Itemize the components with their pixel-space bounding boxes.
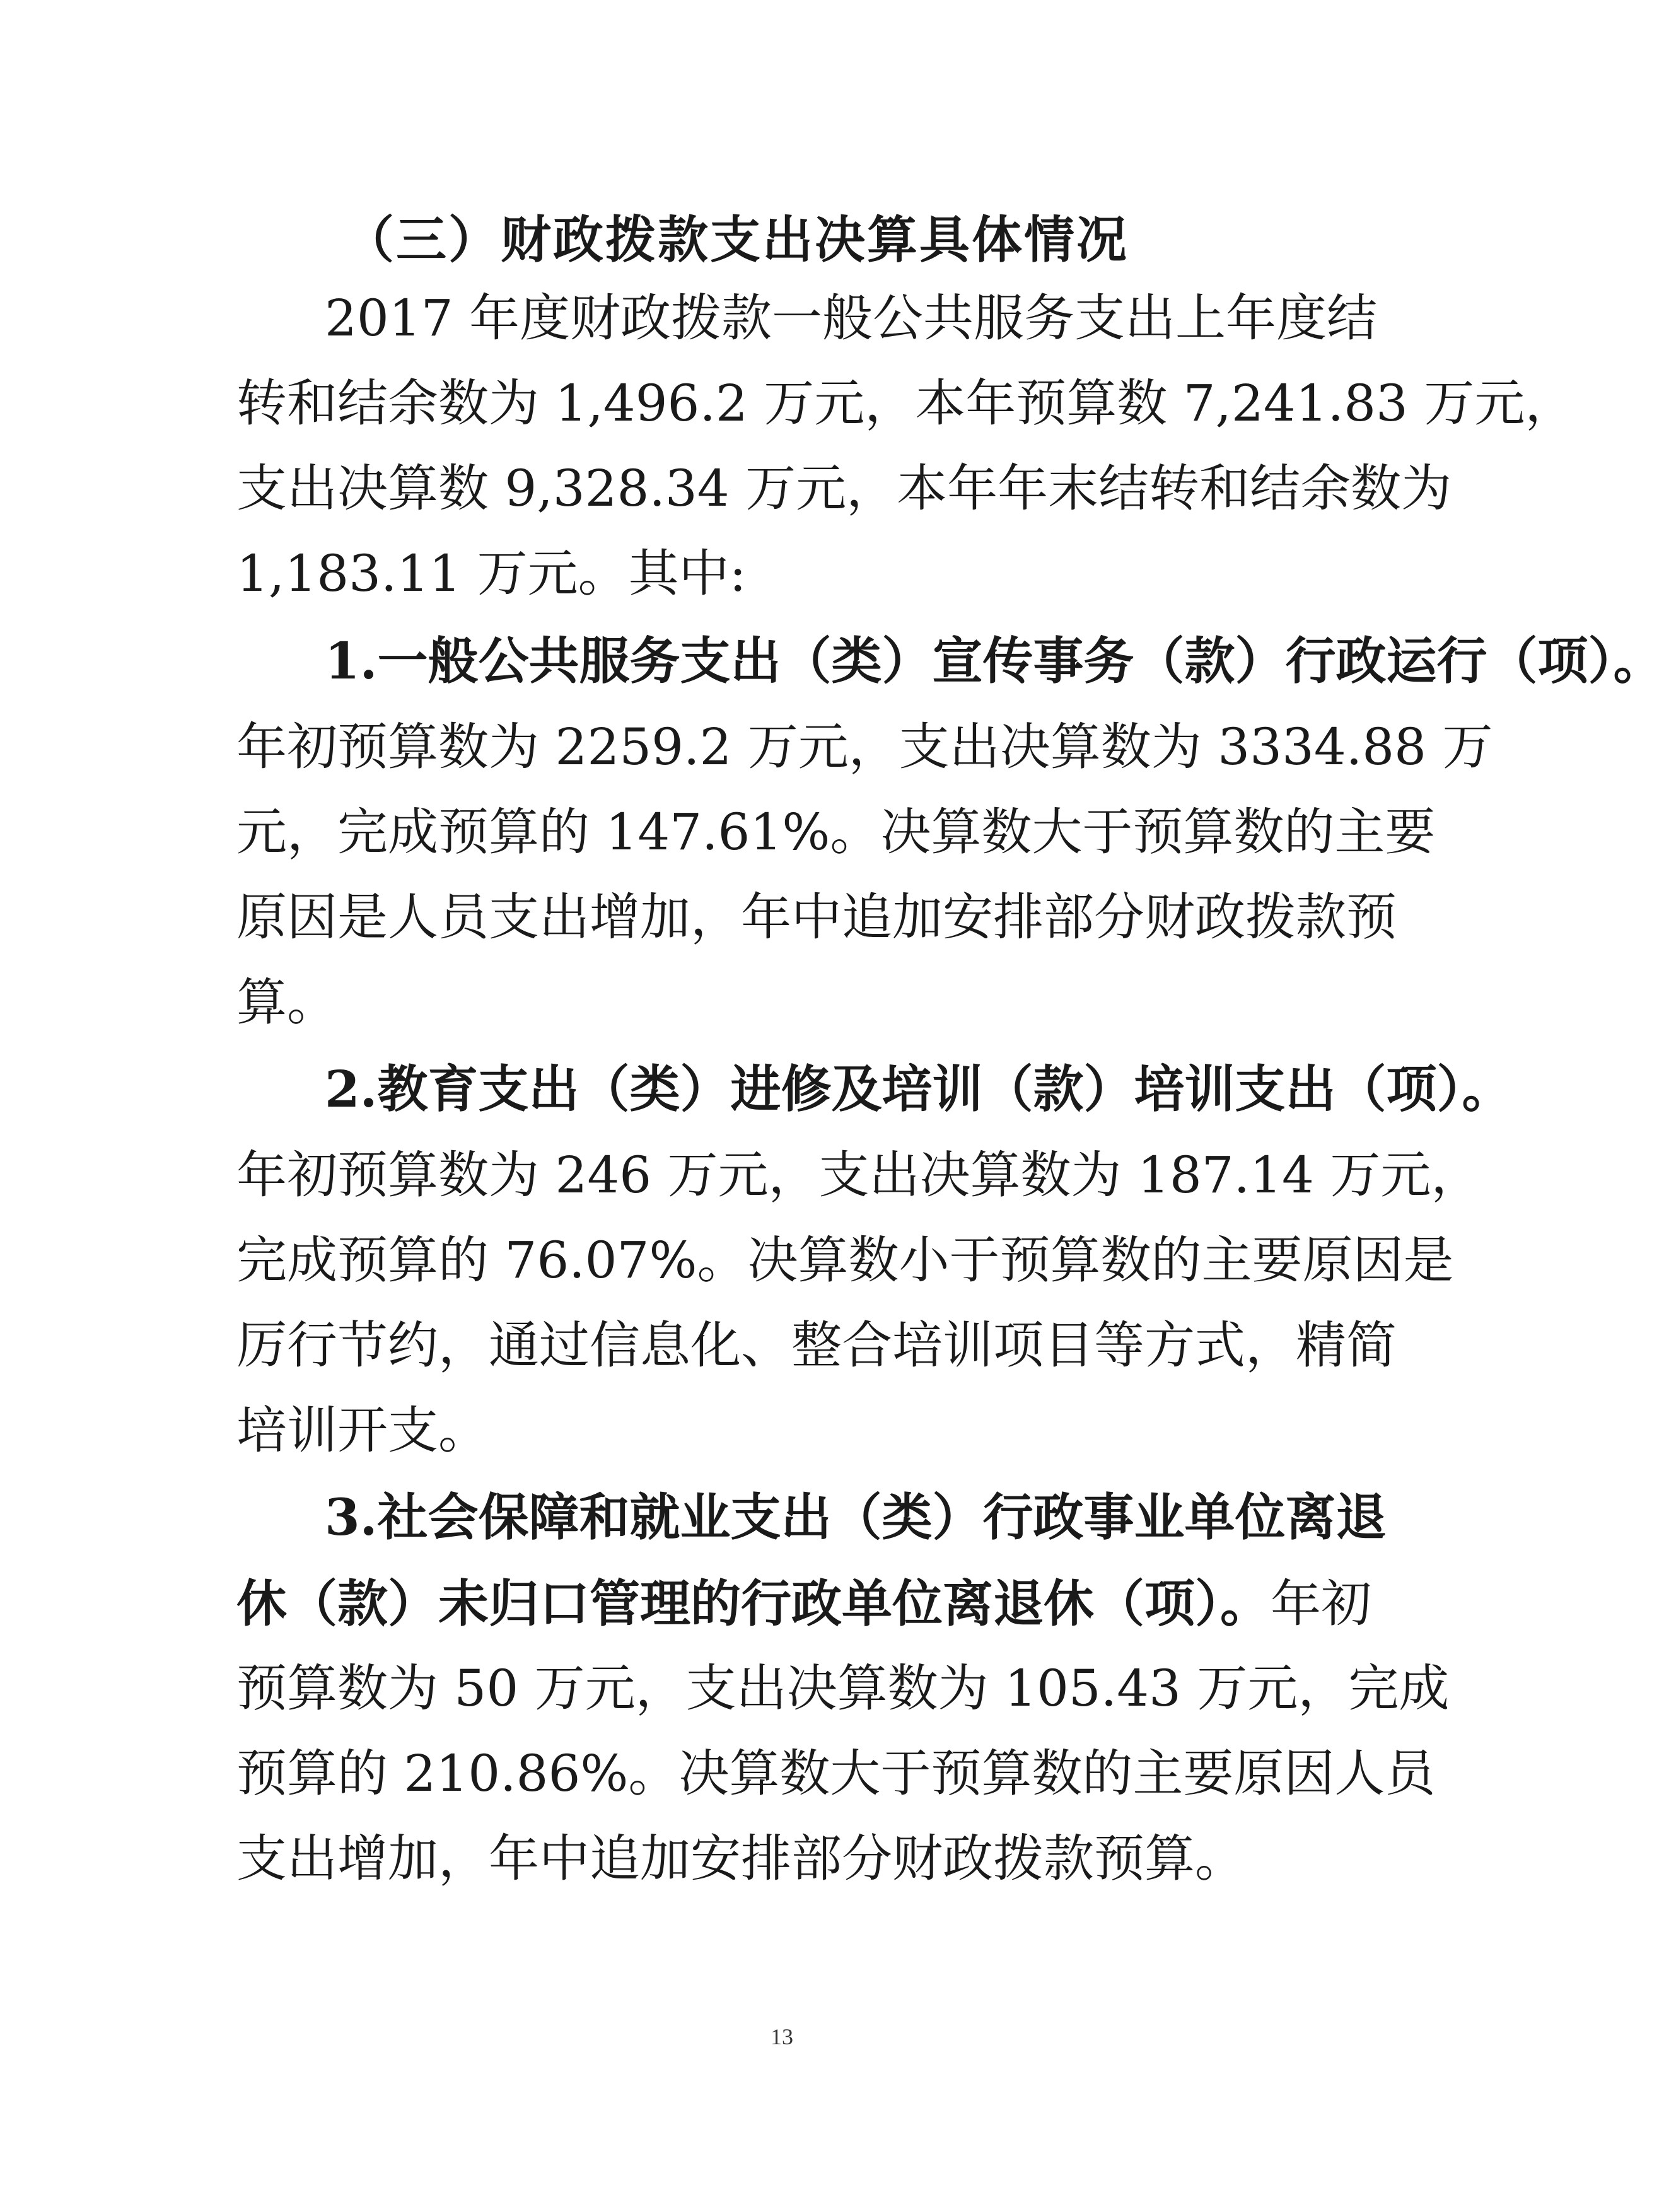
item3-line: 预算数为 50 万元，支出决算数为 105.43 万元，完成 — [236, 1659, 1450, 1718]
item2-line: 厉行节约，通过信息化、整合培训项目等方式，精简 — [236, 1316, 1397, 1375]
item1-heading: 1.一般公共服务支出（类）宣传事务（款）行政运行（项）。 — [325, 631, 1664, 690]
page-number: 13 — [771, 2024, 793, 2049]
item1-line: 年初预算数为 2259.2 万元，支出决算数为 3334.88 万 — [236, 718, 1493, 776]
section-heading: （三）财政拨款支出决算具体情况 — [344, 210, 1129, 269]
intro-line: 1,183.11 万元。其中: — [236, 544, 747, 603]
item2-line: 完成预算的 76.07%。决算数小于预算数的主要原因是 — [236, 1231, 1454, 1289]
item1-line: 原因是人员支出增加，年中追加安排部分财政拨款预 — [236, 888, 1397, 946]
item3-line: 预算的 210.86%。决算数大于预算数的主要原因人员 — [236, 1744, 1436, 1803]
item3-line-start: 年初 — [1271, 1575, 1371, 1633]
item2-line: 年初预算数为 246 万元，支出决算数为 187.14 万元， — [236, 1146, 1482, 1204]
item2-line: 培训开支。 — [236, 1401, 489, 1460]
item3-line: 支出增加，年中追加安排部分财政拨款预算。 — [236, 1829, 1245, 1888]
item3-heading-tail: 休（款）未归口管理的行政单位离退休（项）。 — [236, 1574, 1271, 1633]
intro-line: 支出决算数 9,328.34 万元，本年年末结转和结余数为 — [236, 459, 1452, 518]
item2-heading: 2.教育支出（类）进修及培训（款）培训支出（项）。 — [325, 1059, 1513, 1119]
item1-line: 算。 — [236, 973, 337, 1032]
intro-line: 转和结余数为 1,496.2 万元，本年预算数 7,241.83 万元， — [236, 374, 1576, 433]
item3-heading: 3.社会保障和就业支出（类）行政事业单位离退 — [325, 1487, 1387, 1547]
item3-heading-line2 — [236, 1572, 1371, 1635]
item1-line: 元，完成预算的 147.61%。决算数大于预算数的主要 — [236, 803, 1436, 861]
intro-line: 2017 年度财政拨款一般公共服务支出上年度结 — [325, 289, 1378, 347]
